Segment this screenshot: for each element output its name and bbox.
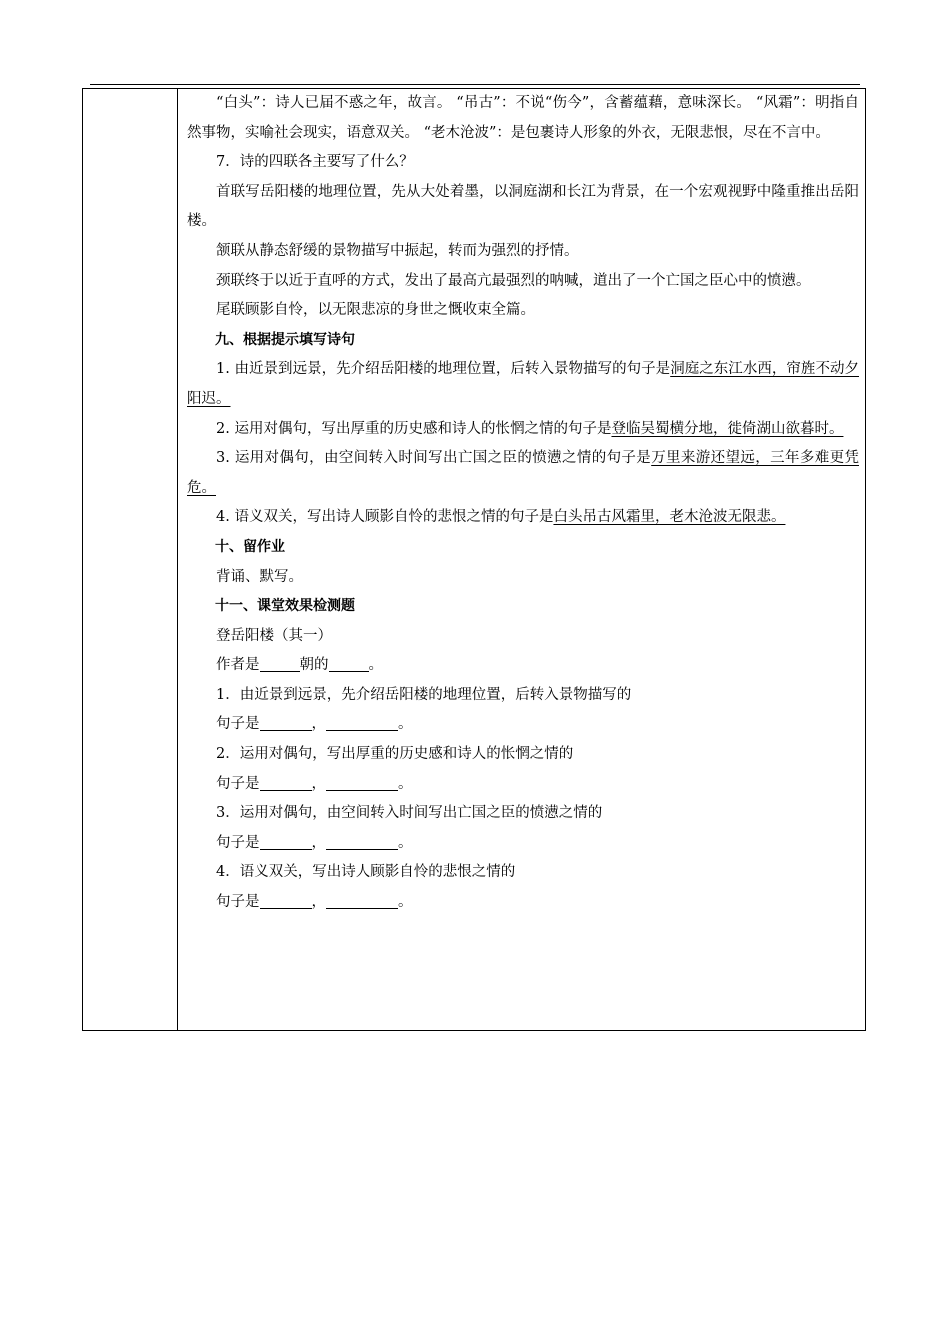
lesson-table — [82, 88, 866, 1031]
author-blank[interactable] — [260, 657, 300, 673]
section11-heading: 十一、课堂效果检测题 — [215, 598, 355, 615]
fill-item-1 — [187, 355, 859, 414]
author-prefix: 作者是 — [216, 657, 260, 674]
fill-item-3 — [187, 444, 859, 503]
test-item-1: 1．由近景到远景，先介绍岳阳楼的地理位置，后转入景物描写的 — [216, 686, 632, 703]
section9-heading: 九、根据提示填写诗句 — [215, 331, 355, 348]
answer-blank[interactable] — [326, 834, 398, 850]
answer-blank[interactable] — [326, 775, 398, 791]
fill-item-2-answer: 登临吴蜀横分地，徙倚湖山欲暮时。 — [611, 420, 844, 437]
author-line — [187, 651, 859, 681]
answer-prefix: 句子是 — [216, 775, 260, 792]
fill-item-4-answer: 白头吊古风霜里，老木沧波无限悲。 — [553, 509, 786, 526]
q7-answer-1: 首联写岳阳楼的地理位置，先从大处着墨，以洞庭湖和长江为背景，在一个宏观视野中隆重推出岳阳楼。 — [187, 183, 859, 230]
fill-item-3-answer: 万里来游还望远，三年多难更凭危。 — [187, 450, 859, 496]
author-mid: 朝的 — [299, 657, 329, 674]
q7-answer-4: 尾联顾影自怜，以无限悲凉的身世之慨收束全篇。 — [216, 302, 535, 319]
section10-heading: 十、留作业 — [215, 538, 285, 555]
answer-blank[interactable] — [260, 775, 312, 791]
answer-end: 。 — [398, 834, 413, 851]
fill-item-1-prompt: 1. 由近景到远景，先介绍岳阳楼的地理位置，后转入景物描写的句子是 — [216, 361, 671, 378]
test-item-4: 4．语义双关，写出诗人顾影自怜的悲恨之情的 — [216, 864, 516, 881]
q7-question: 7．诗的四联各主要写了什么？ — [216, 154, 414, 171]
answer-end: 。 — [398, 716, 413, 733]
test-answer-line-1 — [187, 710, 859, 740]
fill-item-2-prompt: 2. 运用对偶句，写出厚重的历史感和诗人的怅惘之情的句子是 — [216, 420, 612, 437]
answer-comma: ， — [311, 716, 326, 733]
answer-end: 。 — [398, 775, 413, 792]
test-answer-line-3 — [187, 829, 859, 859]
content-cell — [187, 89, 859, 918]
answer-blank[interactable] — [326, 894, 398, 910]
fill-item-1-answer: 洞庭之东江水西，帘旌不动夕阳迟。 — [187, 361, 859, 407]
answer-comma: ， — [311, 834, 326, 851]
author-end: 。 — [368, 657, 383, 674]
q7-answer-2: 颔联从静态舒缓的景物描写中振起，转而为强烈的抒情。 — [216, 242, 579, 259]
answer-prefix: 句子是 — [216, 894, 260, 911]
fill-item-4-prompt: 4. 语义双关，写出诗人顾影自怜的悲恨之情的句子是 — [216, 509, 554, 526]
answer-blank[interactable] — [260, 894, 312, 910]
answer-blank[interactable] — [260, 716, 312, 732]
test-answer-line-2 — [187, 770, 859, 800]
poem-title: 登岳阳楼（其一） — [216, 627, 332, 644]
test-answer-line-4 — [187, 888, 859, 918]
header-rule — [90, 84, 860, 85]
answer-comma: ， — [311, 775, 326, 792]
fill-item-2 — [187, 415, 859, 445]
fill-item-4 — [187, 503, 859, 533]
column-divider — [177, 89, 178, 1030]
answer-comma: ， — [311, 894, 326, 911]
answer-prefix: 句子是 — [216, 716, 260, 733]
answer-blank[interactable] — [326, 716, 398, 732]
homework-text: 背诵、默写。 — [216, 568, 303, 585]
answer-blank[interactable] — [260, 834, 312, 850]
explanation-paragraph: “白头”：诗人已届不惑之年，故言。 “吊古”：不说“伤今”，含蓄蕴藉，意味深长。 “风霜”：明指自然事物，实喻社会现实，语意双关。 “老木沧波”：是包裹诗人形象的外衣，无限悲恨，尽在不言中。 — [187, 95, 859, 141]
test-item-2: 2．运用对偶句，写出厚重的历史感和诗人的怅惘之情的 — [216, 746, 574, 763]
q7-answer-3: 颈联终于以近于直呼的方式，发出了最高亢最强烈的呐喊，道出了一个亡国之臣心中的愤懑。 — [216, 272, 811, 289]
dynasty-blank[interactable] — [329, 657, 369, 673]
fill-item-3-prompt: 3. 运用对偶句，由空间转入时间写出亡国之臣的愤懑之情的句子是 — [216, 450, 652, 467]
answer-end: 。 — [398, 894, 413, 911]
test-item-3: 3．运用对偶句，由空间转入时间写出亡国之臣的愤懑之情的 — [216, 805, 603, 822]
answer-prefix: 句子是 — [216, 834, 260, 851]
